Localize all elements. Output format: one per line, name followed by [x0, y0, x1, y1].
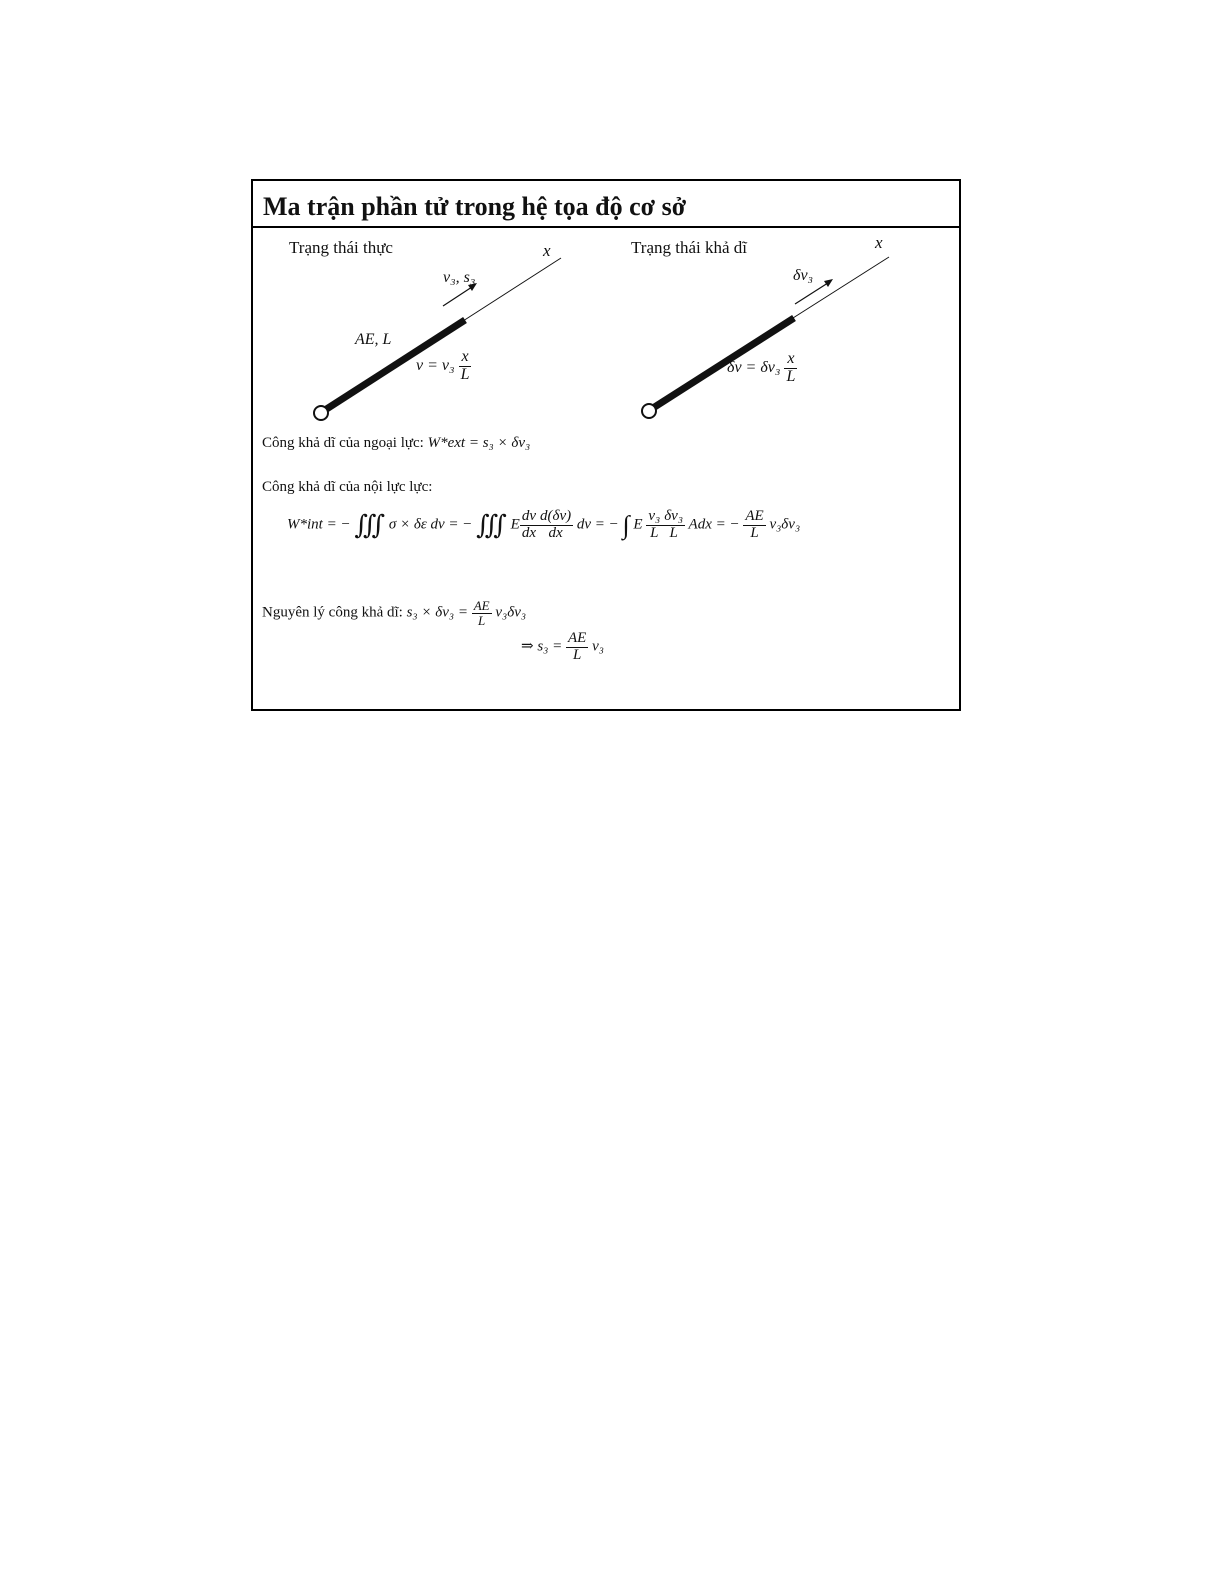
- principle-f-den: L: [478, 612, 486, 628]
- right-axis-label: x: [875, 233, 883, 252]
- iw-f4-num: δv₃: [664, 508, 684, 524]
- iw-tail: v₃δv₃: [769, 516, 801, 533]
- left-pin-support: [314, 406, 328, 420]
- internal-work-text: Công khả dĩ của nội lực lực:: [262, 479, 433, 495]
- left-axis-line: [463, 258, 561, 321]
- right-displacement-equation: [727, 351, 797, 386]
- iw-lhs: W*int = −: [287, 516, 351, 533]
- iw-frac4: [662, 509, 685, 542]
- iw-frac2: [538, 509, 573, 542]
- iw-part2a: E: [510, 516, 520, 533]
- triple-integral-icon: ∭: [476, 510, 507, 540]
- left-axis-label: x: [543, 241, 551, 260]
- internal-work-formula: [287, 509, 800, 542]
- left-eq-lhs: v = v₃: [416, 356, 455, 374]
- iw-f3-den: L: [650, 524, 659, 541]
- external-work-text: Công khả dĩ của ngoại lực:: [262, 435, 424, 451]
- principle-lhs: s₃ × δv₃ =: [406, 604, 468, 621]
- iw-part1: σ × δε: [388, 516, 427, 533]
- left-eq-den: L: [460, 365, 470, 383]
- iw-f2-den: dx: [548, 524, 563, 541]
- left-member-label: AE, L: [355, 331, 392, 348]
- right-eq-den: L: [786, 367, 796, 385]
- right-eq-num: x: [784, 351, 797, 369]
- slide-frame: [251, 179, 961, 711]
- iw-part1b: dv = −: [430, 516, 473, 533]
- right-load-arrowhead: [824, 279, 833, 287]
- left-displacement-equation: [416, 349, 471, 384]
- result-den: L: [572, 646, 582, 663]
- iw-f3-num: v₃: [648, 508, 661, 524]
- principle-line: [262, 599, 526, 627]
- iw-f1-num: dv: [521, 508, 536, 524]
- right-pin-support: [642, 404, 656, 418]
- left-bar-diagram: [314, 258, 561, 420]
- left-load-label: v₃, s₃: [443, 269, 476, 286]
- principle-result: [521, 631, 604, 664]
- right-bar-diagram: [642, 257, 889, 418]
- iw-f5-den: L: [750, 524, 759, 541]
- external-work-formula: W*ext = s₃ × δv₃: [427, 435, 531, 451]
- right-eq-fraction: [784, 351, 797, 386]
- result-fraction: [566, 631, 588, 664]
- result-num: AE: [568, 630, 587, 646]
- iw-frac3: [646, 509, 662, 542]
- left-eq-num: x: [459, 349, 472, 367]
- principle-rhs: v₃δv₃: [495, 604, 527, 621]
- right-state-heading: Trạng thái khả dĩ: [631, 238, 748, 257]
- iw-part3b: Adx = −: [688, 516, 740, 533]
- iw-f1-den: dx: [521, 524, 536, 541]
- iw-f2-num: d(δv): [539, 508, 572, 524]
- result-lhs: ⇒ s₃ =: [521, 638, 563, 655]
- external-work-line: [262, 435, 530, 452]
- iw-f4-den: L: [669, 524, 678, 541]
- right-eq-lhs: δv = δv₃: [727, 358, 781, 376]
- principle-text: Nguyên lý công khả dĩ:: [262, 604, 403, 621]
- triple-integral-icon: ∭: [354, 510, 386, 540]
- right-load-label: δv₃: [793, 267, 814, 284]
- iw-frac1: [520, 509, 538, 542]
- iw-frac5: [743, 509, 765, 542]
- integral-icon: ∫: [622, 510, 630, 540]
- iw-part2b: dv = −: [576, 516, 619, 533]
- result-rhs: v₃: [592, 638, 604, 655]
- iw-part3a: E: [633, 516, 643, 533]
- iw-f5-num: AE: [745, 508, 764, 524]
- left-state-heading: Trạng thái thực: [289, 238, 393, 257]
- left-eq-fraction: [459, 349, 472, 384]
- principle-fraction: [472, 599, 492, 627]
- principle-f-num: AE: [473, 598, 490, 613]
- slide-title: Ma trận phần tử trong hệ tọa độ cơ sở: [263, 192, 687, 221]
